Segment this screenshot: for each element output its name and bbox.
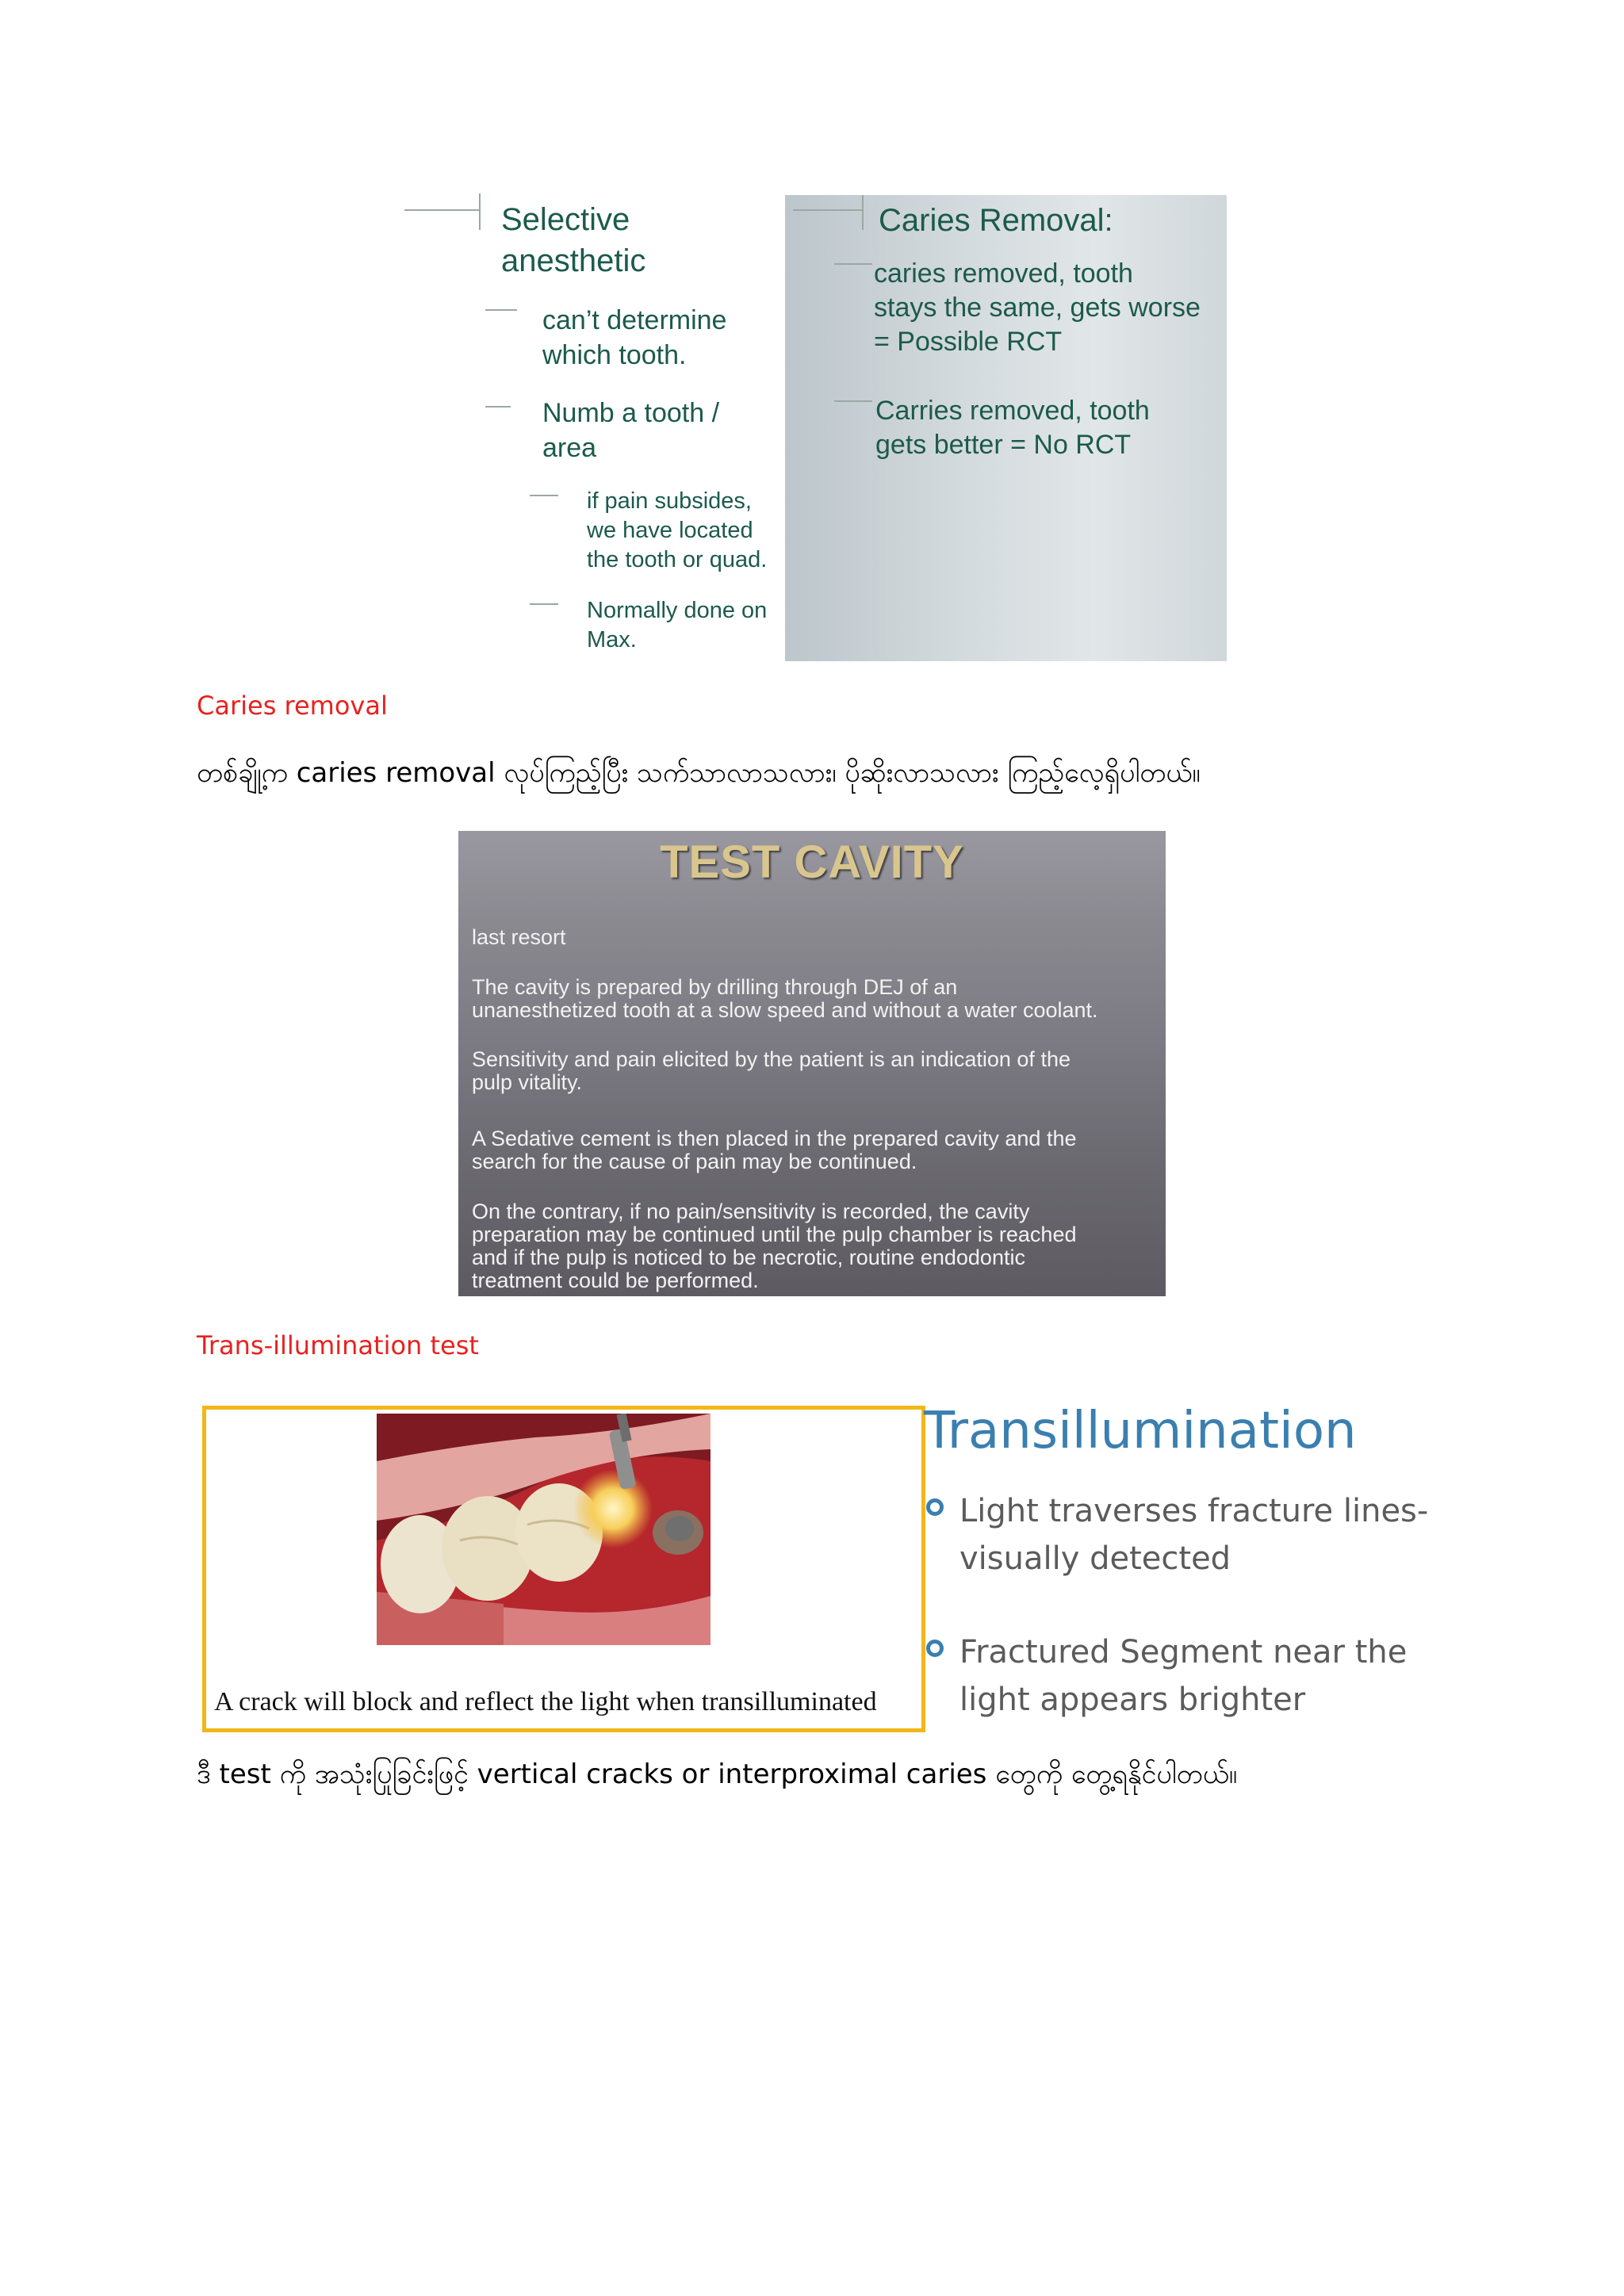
slide-point-cant-determine: can’t determine which tooth. — [542, 305, 727, 370]
caries-removal-description: တစ်ချို့က caries removal လုပ်ကြည့်ပြီး သက်သာလာသလား၊ ပိုဆိုးလာသလား ကြည့်လေ့ရှိပါတယ်။ — [197, 757, 1201, 789]
slide-bullet-marker — [834, 263, 872, 265]
section-heading-trans-illumination: Trans-illumination test — [197, 1330, 479, 1360]
transillumination-description: ဒီ test ကို အသုံးပြုခြင်းဖြင့် vertical cracks or interproximal caries တွေကို တွေ့ရနိုင်ပါတယ်။ — [197, 1758, 1238, 1790]
bullet-circle-icon — [926, 1498, 944, 1516]
test-cavity-paragraph-sensitivity: Sensitivity and pain elicited by the patient is an indication of the pulp vitality. — [472, 1047, 1071, 1094]
transillumination-photo-caption: A crack will block and reflect the light when transilluminated — [214, 1687, 877, 1716]
slide-bullet-marker — [404, 209, 480, 211]
test-cavity-slide — [458, 831, 1166, 1296]
slide-subpoint-pain-subsides: if pain subsides, we have located the tooth or quad. — [587, 488, 768, 572]
slide-bullet-marker — [530, 603, 558, 605]
slide-bullet-marker — [793, 209, 863, 211]
slide-bullet-marker — [530, 495, 558, 496]
test-cavity-title: TEST CAVITY — [660, 836, 964, 888]
slide-point-numb-tooth: Numb a tooth / area — [542, 398, 720, 463]
test-cavity-paragraph-sedative-cement: A Sedative cement is then placed in the prepared cavity and the search for the cause of pain may be continued. — [472, 1127, 1077, 1173]
slide-point-caries-removed-worse: caries removed, tooth stays the same, gets worse = Possible RCT — [874, 258, 1201, 357]
slide-bullet-marker — [485, 406, 511, 408]
slide-subpoint-normally-done: Normally done on Max. — [587, 598, 768, 652]
transillumination-slide-title: Transillumination — [924, 1402, 1357, 1460]
test-cavity-paragraph-procedure: The cavity is prepared by drilling through DEJ of an unanesthetized tooth at a slow speed and without a water coolant. — [472, 975, 1098, 1022]
transillumination-bullet-fracture-lines: Light traverses fracture lines- visually detected — [959, 1493, 1429, 1577]
slide-title-caries-removal: Caries Removal: — [879, 203, 1113, 238]
slide-point-caries-removed-better: Carries removed, tooth gets better = No RCT — [875, 396, 1150, 460]
slide-title-selective-anesthetic: Selective anesthetic — [501, 202, 646, 278]
slide-bullet-marker — [862, 195, 864, 230]
section-heading-caries-removal: Caries removal — [197, 691, 388, 721]
transillumination-tooth-photo — [377, 1414, 710, 1645]
test-cavity-paragraph-no-pain: On the contrary, if no pain/sensitivity is recorded, the cavity preparation may be continued until the pulp chamber is reached and if the pulp is noticed to be necrotic, routine endodontic treatment could be performed. — [472, 1200, 1077, 1292]
bullet-circle-icon — [926, 1640, 944, 1657]
slide-bullet-marker — [834, 400, 872, 402]
slide-bullet-marker — [479, 193, 481, 230]
test-cavity-paragraph-last-resort: last resort — [472, 925, 566, 949]
transillumination-bullet-fractured-segment: Fractured Segment near the light appears brighter — [959, 1634, 1408, 1718]
slide-bullet-marker — [485, 309, 517, 311]
